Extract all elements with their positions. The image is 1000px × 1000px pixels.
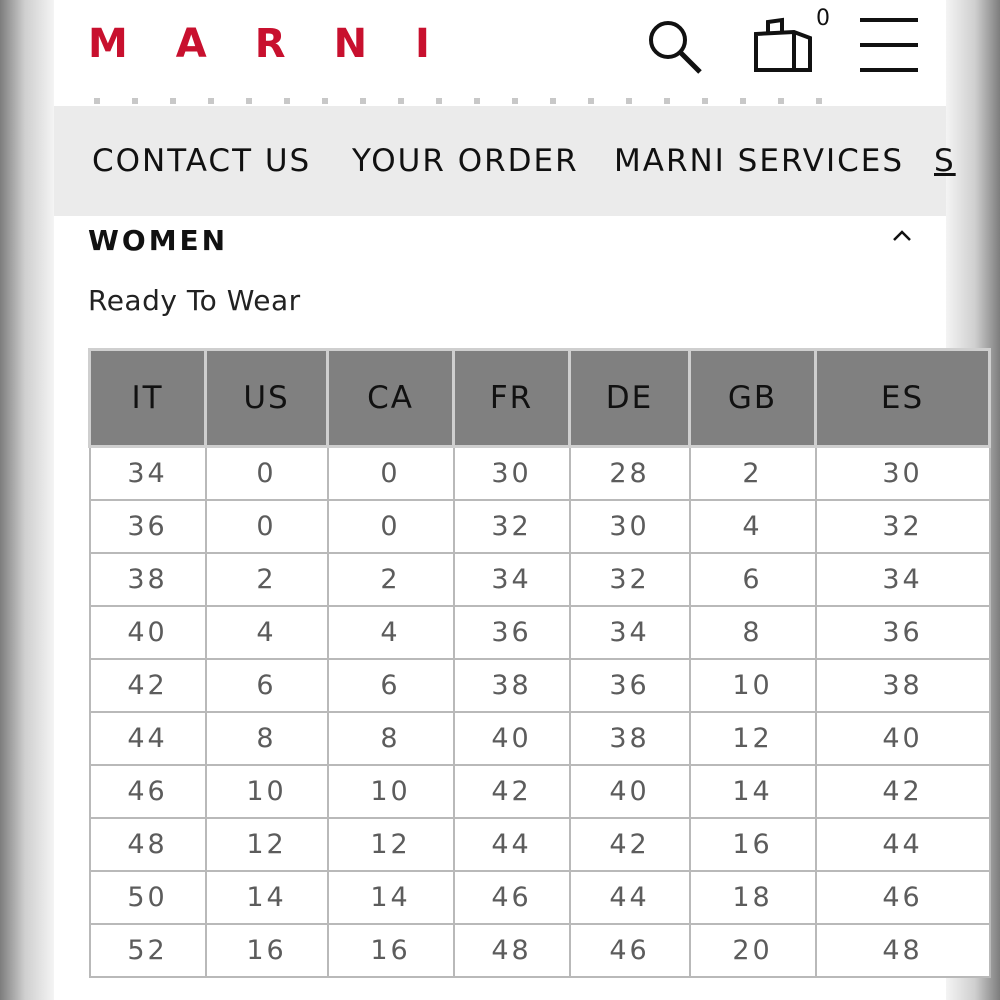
table-cell: 4: [328, 606, 454, 659]
column-header: US: [206, 350, 328, 447]
table-cell: 44: [90, 712, 206, 765]
table-cell: 52: [90, 924, 206, 977]
table-cell: 32: [570, 553, 690, 606]
table-cell: 36: [570, 659, 690, 712]
column-header: GB: [690, 350, 816, 447]
section-title-women: WOMEN: [88, 224, 229, 257]
table-cell: 40: [816, 712, 990, 765]
table-cell: 14: [206, 871, 328, 924]
table-row: [90, 924, 990, 977]
table-cell: 46: [454, 871, 570, 924]
table-cell: 34: [454, 553, 570, 606]
page: [54, 0, 956, 1000]
table-cell: 48: [454, 924, 570, 977]
site-header: [54, 0, 946, 104]
table-cell: 42: [90, 659, 206, 712]
column-header: FR: [454, 350, 570, 447]
table-cell: 12: [328, 818, 454, 871]
table-cell: 14: [328, 871, 454, 924]
table-row: [90, 500, 990, 553]
nav-marni-services[interactable]: MARNI SERVICES: [614, 143, 905, 179]
table-cell: 46: [90, 765, 206, 818]
table-cell: 38: [816, 659, 990, 712]
table-cell: 12: [690, 712, 816, 765]
service-nav-bar: [54, 106, 956, 216]
column-header: ES: [816, 350, 990, 447]
table-cell: 40: [454, 712, 570, 765]
table-cell: 4: [690, 500, 816, 553]
table-cell: 30: [570, 500, 690, 553]
table-cell: 46: [570, 924, 690, 977]
table-row: [90, 553, 990, 606]
column-header: DE: [570, 350, 690, 447]
category-subtitle: Ready To Wear: [88, 284, 301, 317]
table-cell: 42: [816, 765, 990, 818]
size-chart-container: [88, 348, 925, 972]
table-cell: 6: [206, 659, 328, 712]
table-header-row: [90, 350, 990, 447]
table-cell: 2: [328, 553, 454, 606]
table-cell: 32: [816, 500, 990, 553]
table-row: [90, 765, 990, 818]
table-cell: 30: [816, 447, 990, 501]
nav-item-partial[interactable]: S: [934, 143, 956, 179]
table-cell: 0: [206, 500, 328, 553]
table-cell: 44: [570, 871, 690, 924]
table-cell: 34: [570, 606, 690, 659]
table-cell: 16: [690, 818, 816, 871]
size-chart-table: [88, 348, 991, 978]
table-cell: 6: [690, 553, 816, 606]
table-cell: 4: [206, 606, 328, 659]
table-cell: 32: [454, 500, 570, 553]
table-cell: 6: [328, 659, 454, 712]
table-cell: 36: [816, 606, 990, 659]
table-cell: 48: [90, 818, 206, 871]
search-icon[interactable]: [642, 14, 706, 78]
table-cell: 8: [690, 606, 816, 659]
clipped-text-remnant: [94, 98, 834, 104]
table-cell: 8: [328, 712, 454, 765]
hamburger-menu-icon[interactable]: [860, 16, 918, 74]
table-cell: 14: [690, 765, 816, 818]
table-row: [90, 712, 990, 765]
table-cell: 48: [816, 924, 990, 977]
table-cell: 0: [328, 447, 454, 501]
table-cell: 2: [206, 553, 328, 606]
table-cell: 42: [570, 818, 690, 871]
nav-your-order[interactable]: YOUR ORDER: [352, 143, 579, 179]
cart-count-badge: 0: [816, 6, 830, 31]
table-row: [90, 606, 990, 659]
table-cell: 10: [690, 659, 816, 712]
table-cell: 34: [816, 553, 990, 606]
table-cell: 44: [816, 818, 990, 871]
table-row: [90, 871, 990, 924]
table-cell: 12: [206, 818, 328, 871]
table-cell: 10: [206, 765, 328, 818]
table-cell: 34: [90, 447, 206, 501]
table-row: [90, 818, 990, 871]
table-cell: 0: [206, 447, 328, 501]
shopping-bag-icon[interactable]: [750, 12, 814, 76]
table-cell: 18: [690, 871, 816, 924]
table-cell: 36: [454, 606, 570, 659]
column-header: CA: [328, 350, 454, 447]
table-cell: 46: [816, 871, 990, 924]
table-cell: 38: [90, 553, 206, 606]
marni-logo[interactable]: MARNI: [88, 21, 478, 67]
table-cell: 42: [454, 765, 570, 818]
column-header: IT: [90, 350, 206, 447]
table-row: [90, 447, 990, 501]
table-cell: 20: [690, 924, 816, 977]
table-cell: 44: [454, 818, 570, 871]
table-cell: 8: [206, 712, 328, 765]
table-cell: 16: [206, 924, 328, 977]
chevron-up-icon[interactable]: [890, 226, 914, 246]
table-cell: 16: [328, 924, 454, 977]
table-cell: 30: [454, 447, 570, 501]
table-cell: 36: [90, 500, 206, 553]
table-cell: 40: [90, 606, 206, 659]
table-cell: 38: [454, 659, 570, 712]
table-cell: 50: [90, 871, 206, 924]
nav-contact-us[interactable]: CONTACT US: [92, 143, 312, 179]
table-cell: 28: [570, 447, 690, 501]
table-cell: 38: [570, 712, 690, 765]
table-row: [90, 659, 990, 712]
table-cell: 40: [570, 765, 690, 818]
table-cell: 2: [690, 447, 816, 501]
table-cell: 10: [328, 765, 454, 818]
table-cell: 0: [328, 500, 454, 553]
